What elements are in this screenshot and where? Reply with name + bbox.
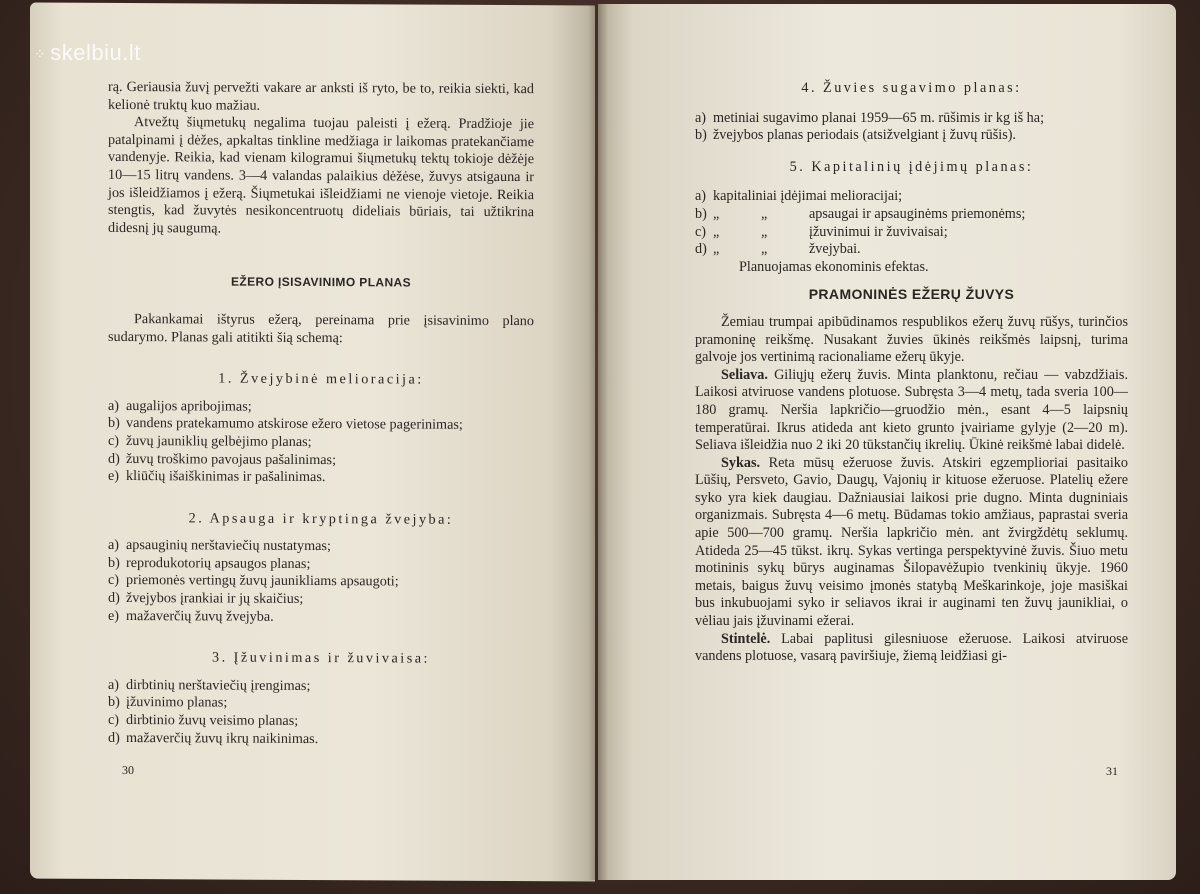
paragraph: Pakankamai ištyrus ežerą, pereinama prie įsisavinimo plano sudarymo. Planas gali atitikti šią schemą: [108,311,534,346]
subsection-title: 3. Įžuvinimas ir žuvivaisa: [211,649,430,667]
fish-entry [695,367,1128,455]
fish-description: Reta mūsų ežeruose žuvis. Atskiri egzemplioriai pasitaiko Lūšių, Persveto, Gavio, Daugų, Vajonių ir kituose ežeruose. Platelių ežere syko yra kiek daugiau. Dažniausiai laikosi prie dugno. Minta dugniniais organizmais. Subręsta 4—6 metų. Būdamas tokio amžiaus, paprastai sveria apie 500—700 gramų. Neršia lapkričio mėn. ant žvirgždėtų seklumų. Atideda 25—45 tūkst. ikrų. Sykas vertinga perspektyvinė žuvis. Šiuo metu motininis sykų būrys auginamas Šilopavėžupio tvenkinių ūkyje. 1960 metais, baigus žuvų veisimo įmonės statybą Meškarinkoje, joje masiškai bus inkubuojami syko ir seliavos ikrai ir auginami ten žuvų jaunikliai, o vėliau jais įžuvinami ežerai. [695,454,1128,630]
list-item: c) žuvų jauniklių gelbėjimo planas; [108,432,312,450]
subsection-title: 5. Kapitalinių įdėjimų planas: [789,158,1034,175]
subsection-title: 4. Žuvies sugavimo planas: [801,80,1022,96]
list-item: c) „ „ įžuvinimui ir žuvivaisai; [695,223,948,240]
list-item: a) dirbtinių nerštaviečių įrengimas; [108,676,311,694]
fish-description: Labai paplitusi gilesniuose ežeruose. Laikosi atviruose vandens plotuose, vasarą paviršiuje, žiemą leidžiasi gi- [695,630,1129,665]
list-item: a) kapitaliniai įdėjimai melioracijai; [695,188,903,205]
page-number: 31 [1106,764,1118,778]
list [108,537,534,627]
subsection-title: 2. Apsauga ir kryptinga žvejyba: [188,510,454,528]
list-item: e) mažaverčių žuvų žvejyba. [108,607,274,625]
fish-entry [695,455,1128,631]
list-item: e) kliūčių išaiškinimas ir pašalinimas. [108,468,326,486]
list-item: b) „ „ apsaugai ir apsauginėms priemonėms; [695,205,1026,222]
fish-name: Seliava. [721,366,768,383]
paragraph: Planuojamas ekonominis efektas. [739,258,929,275]
right-page-text [695,80,1128,666]
subsection-title: 1. Žvejybinė melioracija: [218,370,424,388]
logo-dots-icon: ⁘ [34,45,47,62]
open-book [30,4,1180,880]
list-item: d) mažaverčių žuvų ikrų naikinimas. [108,729,319,747]
book-gutter [588,4,608,880]
list [695,110,1128,145]
right-page [598,4,1176,880]
paragraph: Žemiau trumpai apibūdinamos respublikos ežerų žuvų rūšys, turinčios pramoninę reikšmę. Nusakant žuvies ūkinės reikšmės laipsnį, turima galvoje jos vertinimą racionaliame ežerų ūkyje. [695,313,1128,366]
paragraph: Atvežtų šiųmetukų negalima tuojau paleisti į ežerą. Pradžioje jie patalpinami į dėžes, apkaltas tinkline medžiaga ir laikomas pratekančiame vandenyje. Reikia, kad vienam kilogramui šiųmetukų tektų tokioje dėžėje 10—15 litrų vandens. 3—4 valandas palaikius dėžėse, žuvys atsigauna ir jos išleidžiamos į ežerą. Šiųmetukai išleidžiami ne vienoje vietoje. Reikia stengtis, kad žuvytės nesikoncentruotų dideliais būriais, tai užtikrina didesnį jų saugumą. [108,114,534,237]
section-heading: PRAMONINĖS EŽERŲ ŽUVYS [808,286,1015,303]
list-item: b) įžuvinimo planas; [108,694,228,711]
list-item: a) metiniai sugavimo planai 1959—65 m. rūšimis ir kg iš ha; [695,109,1045,126]
list-item: b) žvejybos planas periodais (atsižvelgiant į žuvų rūšis). [695,127,1016,144]
list-item: d) „ „ žvejybai. [695,241,861,258]
fish-description: Giliųjų ežerų žuvis. Minta planktonu, rečiau — vabzdžiais. Laikosi atviruose vandens plotuose. Subręsta 3—4 metų, tada sveria 100—180 gramų. Neršia lapkričio—gruodžio mėn., esant 4—5 laipsnių temperatūrai. Ikrus atideda ant kieto grunto įvairiame gylyje (2—20 m). Seliava išleidžia nuo 2 iki 20 tūkstančių ikrelių. Ūkinė reikšmė labai didelė. [695,366,1128,454]
left-page-text [108,79,534,749]
list-item: b) reprodukotorių apsaugos planas; [108,554,311,572]
fish-entry [695,631,1128,666]
watermark-logo: ⁘ skelbiu.lt [34,40,141,65]
list-item: b) vandens pratekamumo atskirose ežero vietose pagerinimas; [108,415,463,434]
section-heading: EŽERO ĮSISAVINIMO PLANAS [230,274,412,290]
paragraph: rą. Geriausia žuvį pervežti vakare ar anksti iš ryto, be to, reikia siekti, kad kelionė truktų kuo mažiau. [108,78,534,114]
list [108,398,534,488]
list-item: c) priemonės vertingų žuvų jaunikliams apsaugoti; [108,572,399,590]
list-item: c) dirbtinio žuvų veisimo planas; [108,711,299,729]
fish-name: Stintelė. [721,630,771,647]
page-number: 30 [122,763,134,778]
fish-name: Sykas. [721,454,761,471]
list [695,188,1128,258]
list-item: d) žvejybos įrankiai ir jų skaičius; [108,589,304,608]
list-item: a) apsauginių nerštaviečių nustatymas; [108,537,331,555]
left-page [30,3,595,882]
list [108,677,534,750]
list-item: d) žuvų troškimo pavojaus pašalinimas; [108,450,337,468]
list-item: a) augalijos apribojimas; [108,397,252,415]
